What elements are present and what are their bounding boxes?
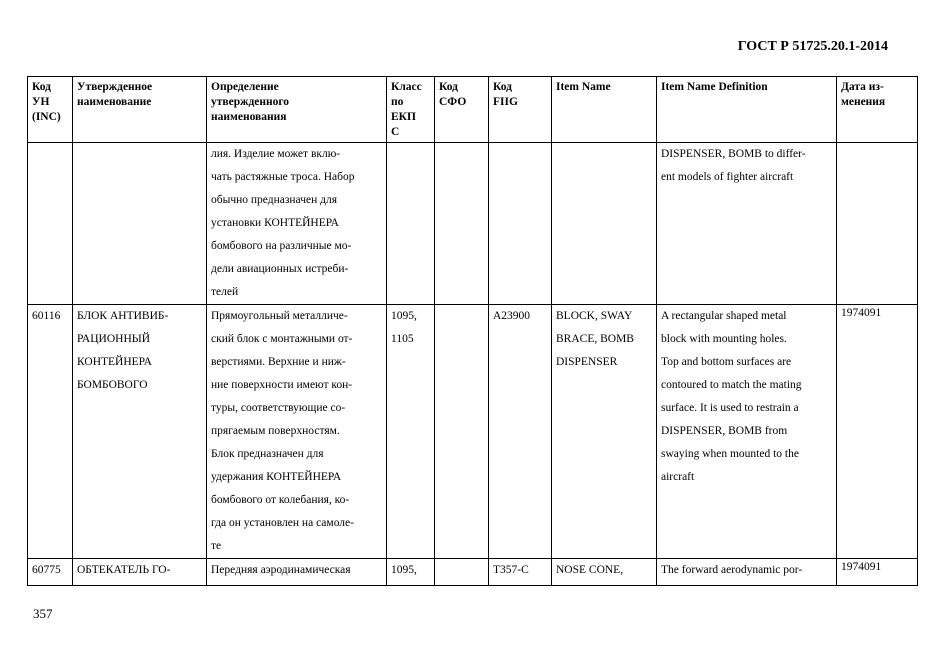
cell-line: Top and bottom surfaces are (661, 356, 792, 368)
table-header-row (28, 77, 918, 143)
cell-line: ние поверхности имеют кон- (211, 379, 353, 391)
cell-line: дели авиационных истреби- (211, 263, 349, 275)
cell-line: Дата из- (841, 81, 884, 93)
cell-line: обычно предназначен для (211, 194, 337, 206)
cell-line: те (211, 540, 222, 552)
cell-class (387, 143, 435, 305)
cell-date (837, 143, 918, 305)
cell-line: Код (493, 81, 513, 93)
cell-line: КОНТЕЙНЕРА (77, 356, 152, 368)
cell-date (837, 559, 918, 586)
cell-line: телей (211, 286, 239, 298)
cell-line: С (391, 126, 400, 138)
fiig-header (489, 77, 552, 143)
cell-item-name (552, 143, 657, 305)
cell-line: Прямоугольный металличе- (211, 310, 348, 322)
cell-line: FIIG (493, 96, 518, 108)
cell-class (387, 559, 435, 586)
table-row (28, 559, 918, 586)
gost-table (27, 76, 918, 586)
document-title: ГОСТ Р 51725.20.1-2014 (737, 39, 888, 54)
cell-code (28, 305, 73, 559)
cell-code (28, 143, 73, 305)
cell-line: гда он установлен на самоле- (211, 517, 354, 529)
cell-line: A23900 (493, 310, 531, 322)
item-name-header (552, 77, 657, 143)
cell-line: бомбового на различные мо- (211, 240, 352, 252)
cell-line: 60775 (32, 564, 61, 576)
cell-line: 1974091 (841, 561, 882, 573)
table-row (28, 305, 918, 559)
cell-item-name (552, 305, 657, 559)
cell-line: DISPENSER (556, 356, 618, 368)
cell-line: ent models of fighter aircraft (661, 171, 794, 183)
cell-line: (INC) (32, 111, 61, 123)
cell-line: 60116 (32, 310, 61, 322)
cell-line: Item Name Definition (661, 81, 768, 93)
cell-line: БЛОК АНТИВИБ- (77, 310, 169, 322)
cell-line: The forward aerodynamic por- (661, 564, 803, 576)
cell-line: ский блок с монтажными от- (211, 333, 353, 345)
cell-line: block with mounting holes. (661, 333, 787, 345)
cell-line: DISPENSER, BOMB from (661, 425, 788, 437)
cell-date (837, 305, 918, 559)
cell-sfo (435, 305, 489, 559)
cell-line: РАЦИОННЫЙ (77, 333, 151, 345)
item-def-header (657, 77, 837, 143)
cell-line: верстиями. Верхние и ниж- (211, 356, 346, 368)
class-header (387, 77, 435, 143)
cell-definition (207, 305, 387, 559)
cell-line: наименование (77, 96, 152, 108)
cell-line: T357-C (493, 564, 529, 576)
cell-definition (207, 143, 387, 305)
cell-line: BRACE, BOMB (556, 333, 634, 345)
sfo-header (435, 77, 489, 143)
cell-line: surface. It is used to restrain a (661, 402, 799, 414)
cell-line: contoured to match the mating (661, 379, 802, 391)
cell-line: по (391, 96, 404, 108)
cell-fiig (489, 143, 552, 305)
cell-line: 1105 (391, 333, 414, 345)
cell-line: утвержденного (211, 96, 290, 108)
cell-code (28, 559, 73, 586)
cell-name (73, 305, 207, 559)
cell-name (73, 559, 207, 586)
definition-header (207, 77, 387, 143)
cell-fiig (489, 559, 552, 586)
cell-line: лия. Изделие может вклю- (211, 148, 341, 160)
cell-item-def (657, 305, 837, 559)
cell-line: чать растяжные троса. Набор (211, 171, 355, 183)
cell-line: Блок предназначен для (211, 448, 324, 460)
cell-sfo (435, 559, 489, 586)
cell-line: BLOCK, SWAY (556, 310, 633, 322)
cell-item-def (657, 559, 837, 586)
cell-class (387, 305, 435, 559)
cell-line: БОМБОВОГО (77, 379, 148, 391)
cell-line: Код (32, 81, 52, 93)
table-row (28, 143, 918, 305)
cell-line: менения (841, 96, 886, 108)
cell-line: прягаемым поверхностям. (211, 425, 340, 437)
cell-line: Утвержденное (77, 81, 153, 93)
cell-line: туры, соответствующие со- (211, 402, 346, 414)
cell-fiig (489, 305, 552, 559)
cell-line: swaying when mounted to the (661, 448, 799, 460)
cell-line: ОБТЕКАТЕЛЬ ГО- (77, 564, 171, 576)
cell-line: Определение (211, 81, 279, 93)
cell-line: установки КОНТЕЙНЕРА (211, 217, 339, 229)
cell-line: Передняя аэродинамическая (211, 564, 351, 576)
cell-line: бомбового от колебания, ко- (211, 494, 350, 506)
cell-definition (207, 559, 387, 586)
cell-line: СФО (439, 96, 467, 108)
cell-line: NOSE CONE, (556, 564, 624, 576)
cell-line: 1095, (391, 564, 417, 576)
name-header (73, 77, 207, 143)
cell-item-name (552, 559, 657, 586)
cell-line: 1095, (391, 310, 417, 322)
cell-line: наименования (211, 111, 287, 123)
date-header (837, 77, 918, 143)
cell-sfo (435, 143, 489, 305)
cell-line: aircraft (661, 471, 695, 483)
code-header (28, 77, 73, 143)
cell-line: A rectangular shaped metal (661, 310, 787, 322)
cell-line: DISPENSER, BOMB to differ- (661, 148, 806, 160)
cell-line: ЕКП (391, 111, 416, 123)
cell-line: Код (439, 81, 459, 93)
cell-name (73, 143, 207, 305)
cell-item-def (657, 143, 837, 305)
cell-line: 1974091 (841, 307, 882, 319)
cell-line: удержания КОНТЕЙНЕРА (211, 471, 342, 483)
page-number: 357 (33, 606, 53, 621)
cell-line: Item Name (556, 81, 611, 93)
cell-line: Класс (391, 81, 422, 93)
cell-line: УН (32, 96, 50, 108)
